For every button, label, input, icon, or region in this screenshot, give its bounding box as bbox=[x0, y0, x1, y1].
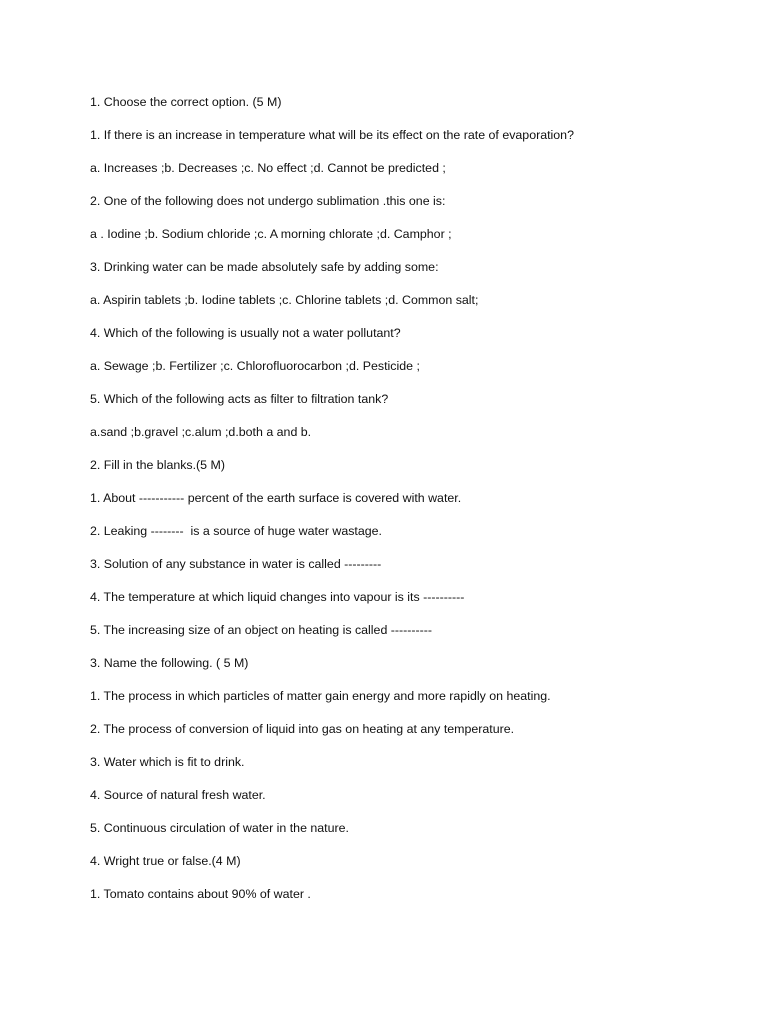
question-line: 1. If there is an increase in temperature what will be its effect on the rate of evaporation? bbox=[90, 128, 574, 142]
options-line: a . Iodine ;b. Sodium chloride ;c. A morning chlorate ;d. Camphor ; bbox=[90, 227, 452, 241]
question-line: 3. Drinking water can be made absolutely safe by adding some: bbox=[90, 260, 439, 274]
section-heading-choose-option: 1. Choose the correct option. (5 M) bbox=[90, 95, 282, 109]
options-line: a. Increases ;b. Decreases ;c. No effect ;d. Cannot be predicted ; bbox=[90, 161, 446, 175]
section-heading-fill-blanks: 2. Fill in the blanks.(5 M) bbox=[90, 458, 225, 472]
question-line: 5. The increasing size of an object on heating is called ---------- bbox=[90, 623, 433, 637]
question-line: 4. Which of the following is usually not a water pollutant? bbox=[90, 326, 401, 340]
options-line: a. Aspirin tablets ;b. Iodine tablets ;c. Chlorine tablets ;d. Common salt; bbox=[90, 293, 479, 307]
question-line: 3. Water which is fit to drink. bbox=[90, 755, 245, 769]
question-list bbox=[90, 93, 730, 918]
question-line: 2. One of the following does not undergo sublimation .this one is: bbox=[90, 194, 446, 208]
question-line: 2. The process of conversion of liquid into gas on heating at any temperature. bbox=[90, 722, 515, 736]
question-line: 2. Leaking -------- is a source of huge water wastage. bbox=[90, 524, 382, 538]
question-line: 5. Continuous circulation of water in the nature. bbox=[90, 821, 349, 835]
options-line: a.sand ;b.gravel ;c.alum ;d.both a and b. bbox=[90, 425, 312, 439]
question-line: 4. The temperature at which liquid changes into vapour is its ---------- bbox=[90, 590, 465, 604]
question-line: 5. Which of the following acts as filter to filtration tank? bbox=[90, 392, 389, 406]
question-line: 1. Tomato contains about 90% of water . bbox=[90, 887, 311, 901]
question-line: 1. The process in which particles of matter gain energy and more rapidly on heating. bbox=[90, 689, 551, 703]
section-heading-true-false: 4. Wright true or false.(4 M) bbox=[90, 854, 241, 868]
question-line: 1. About ----------- percent of the earth surface is covered with water. bbox=[90, 491, 462, 505]
options-line: a. Sewage ;b. Fertilizer ;c. Chlorofluorocarbon ;d. Pesticide ; bbox=[90, 359, 420, 373]
question-line: 4. Source of natural fresh water. bbox=[90, 788, 266, 802]
section-heading-name-following: 3. Name the following. ( 5 M) bbox=[90, 656, 249, 670]
question-line: 3. Solution of any substance in water is called --------- bbox=[90, 557, 382, 571]
